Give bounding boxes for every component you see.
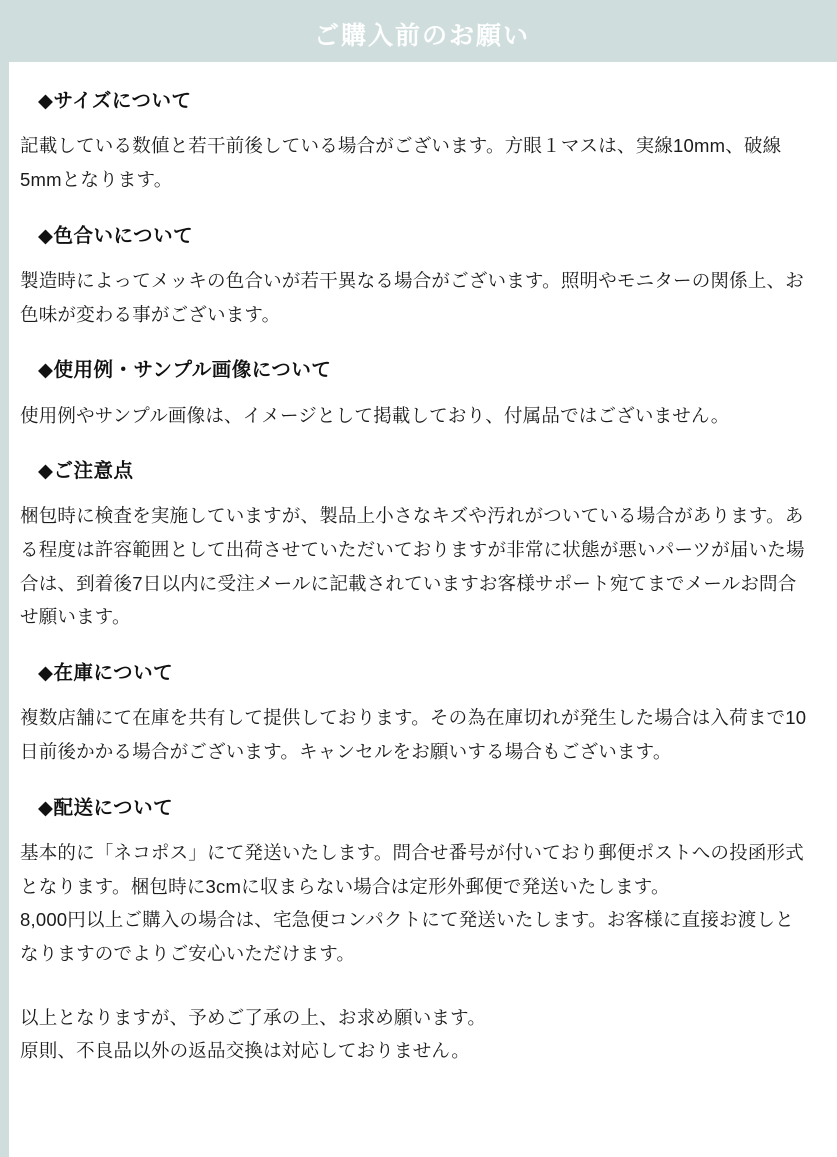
notice-content (0, 88, 837, 1098)
paragraph: 製造時によってメッキの色合いが若干異なる場合がございます。照明やモニターの関係上、お色味が変わる事がございます。 (20, 269, 804, 325)
paragraph: 記載している数値と若干前後している場合がございます。方眼１マスは、実線10mm、破線5mmとなります。 (20, 135, 782, 190)
page-header-band (9, 0, 837, 62)
paragraph: 複数店舗にて在庫を共有して提供しております。その為在庫切れが発生した場合は入荷まで10日前後かかる場合がございます。キャンセルをお願いする場合もございます。 (20, 707, 807, 763)
section-cautions (18, 458, 809, 634)
section-shipping (18, 795, 809, 971)
paragraph: 基本的に「ネコポス」にて発送いたします。問合せ番号が付いており郵便ポストへの投函形式となります。梱包時に3cmに収まらない場合は定形外郵便で発送いたします。 (20, 842, 804, 897)
section-heading: ◆色合いについて (38, 224, 194, 247)
closing-line: 原則、不良品以外の返品交換は対応しておりません。 (20, 1040, 470, 1062)
section-body (20, 836, 809, 971)
paragraph: 8,000円以上ご購入の場合は、宅急便コンパクトにて発送いたします。お客様に直接お渡しとなりますのでよりご安心いただけます。 (20, 909, 794, 964)
section-heading: ◆在庫について (38, 662, 174, 685)
left-accent-rail (0, 0, 9, 1157)
section-heading: ◆配送について (38, 796, 174, 819)
section-body (20, 129, 809, 196)
page-title: ご購入前のお願い (314, 22, 531, 50)
section-body (20, 264, 809, 331)
section-size (18, 88, 809, 197)
closing-note (20, 1001, 809, 1068)
paragraph: 使用例やサンプル画像は、イメージとして掲載しており、付属品ではございません。 (20, 404, 730, 426)
paragraph: 梱包時に検査を実施していますが、製品上小さなキズや汚れがついている場合があります。ある程度は許容範囲として出荷させていただいておりますが非常に状態が悪いパーツが届いた場合は、到着後7日以内に受注メールに記載されていますお客様サポート宛てまでメールお問合せ願います。 (20, 505, 805, 628)
section-heading: ◆サイズについて (38, 90, 192, 112)
section-sample-images (18, 357, 809, 432)
section-heading: ◆使用例・サンプル画像について (38, 359, 332, 382)
section-body (20, 499, 809, 634)
section-color (18, 223, 809, 332)
section-body (20, 701, 809, 768)
section-body (20, 399, 809, 433)
section-heading: ◆ご注意点 (38, 460, 134, 483)
closing-line: 以上となりますが、予めご了承の上、お求め願います。 (20, 1006, 487, 1028)
section-stock (18, 660, 809, 769)
